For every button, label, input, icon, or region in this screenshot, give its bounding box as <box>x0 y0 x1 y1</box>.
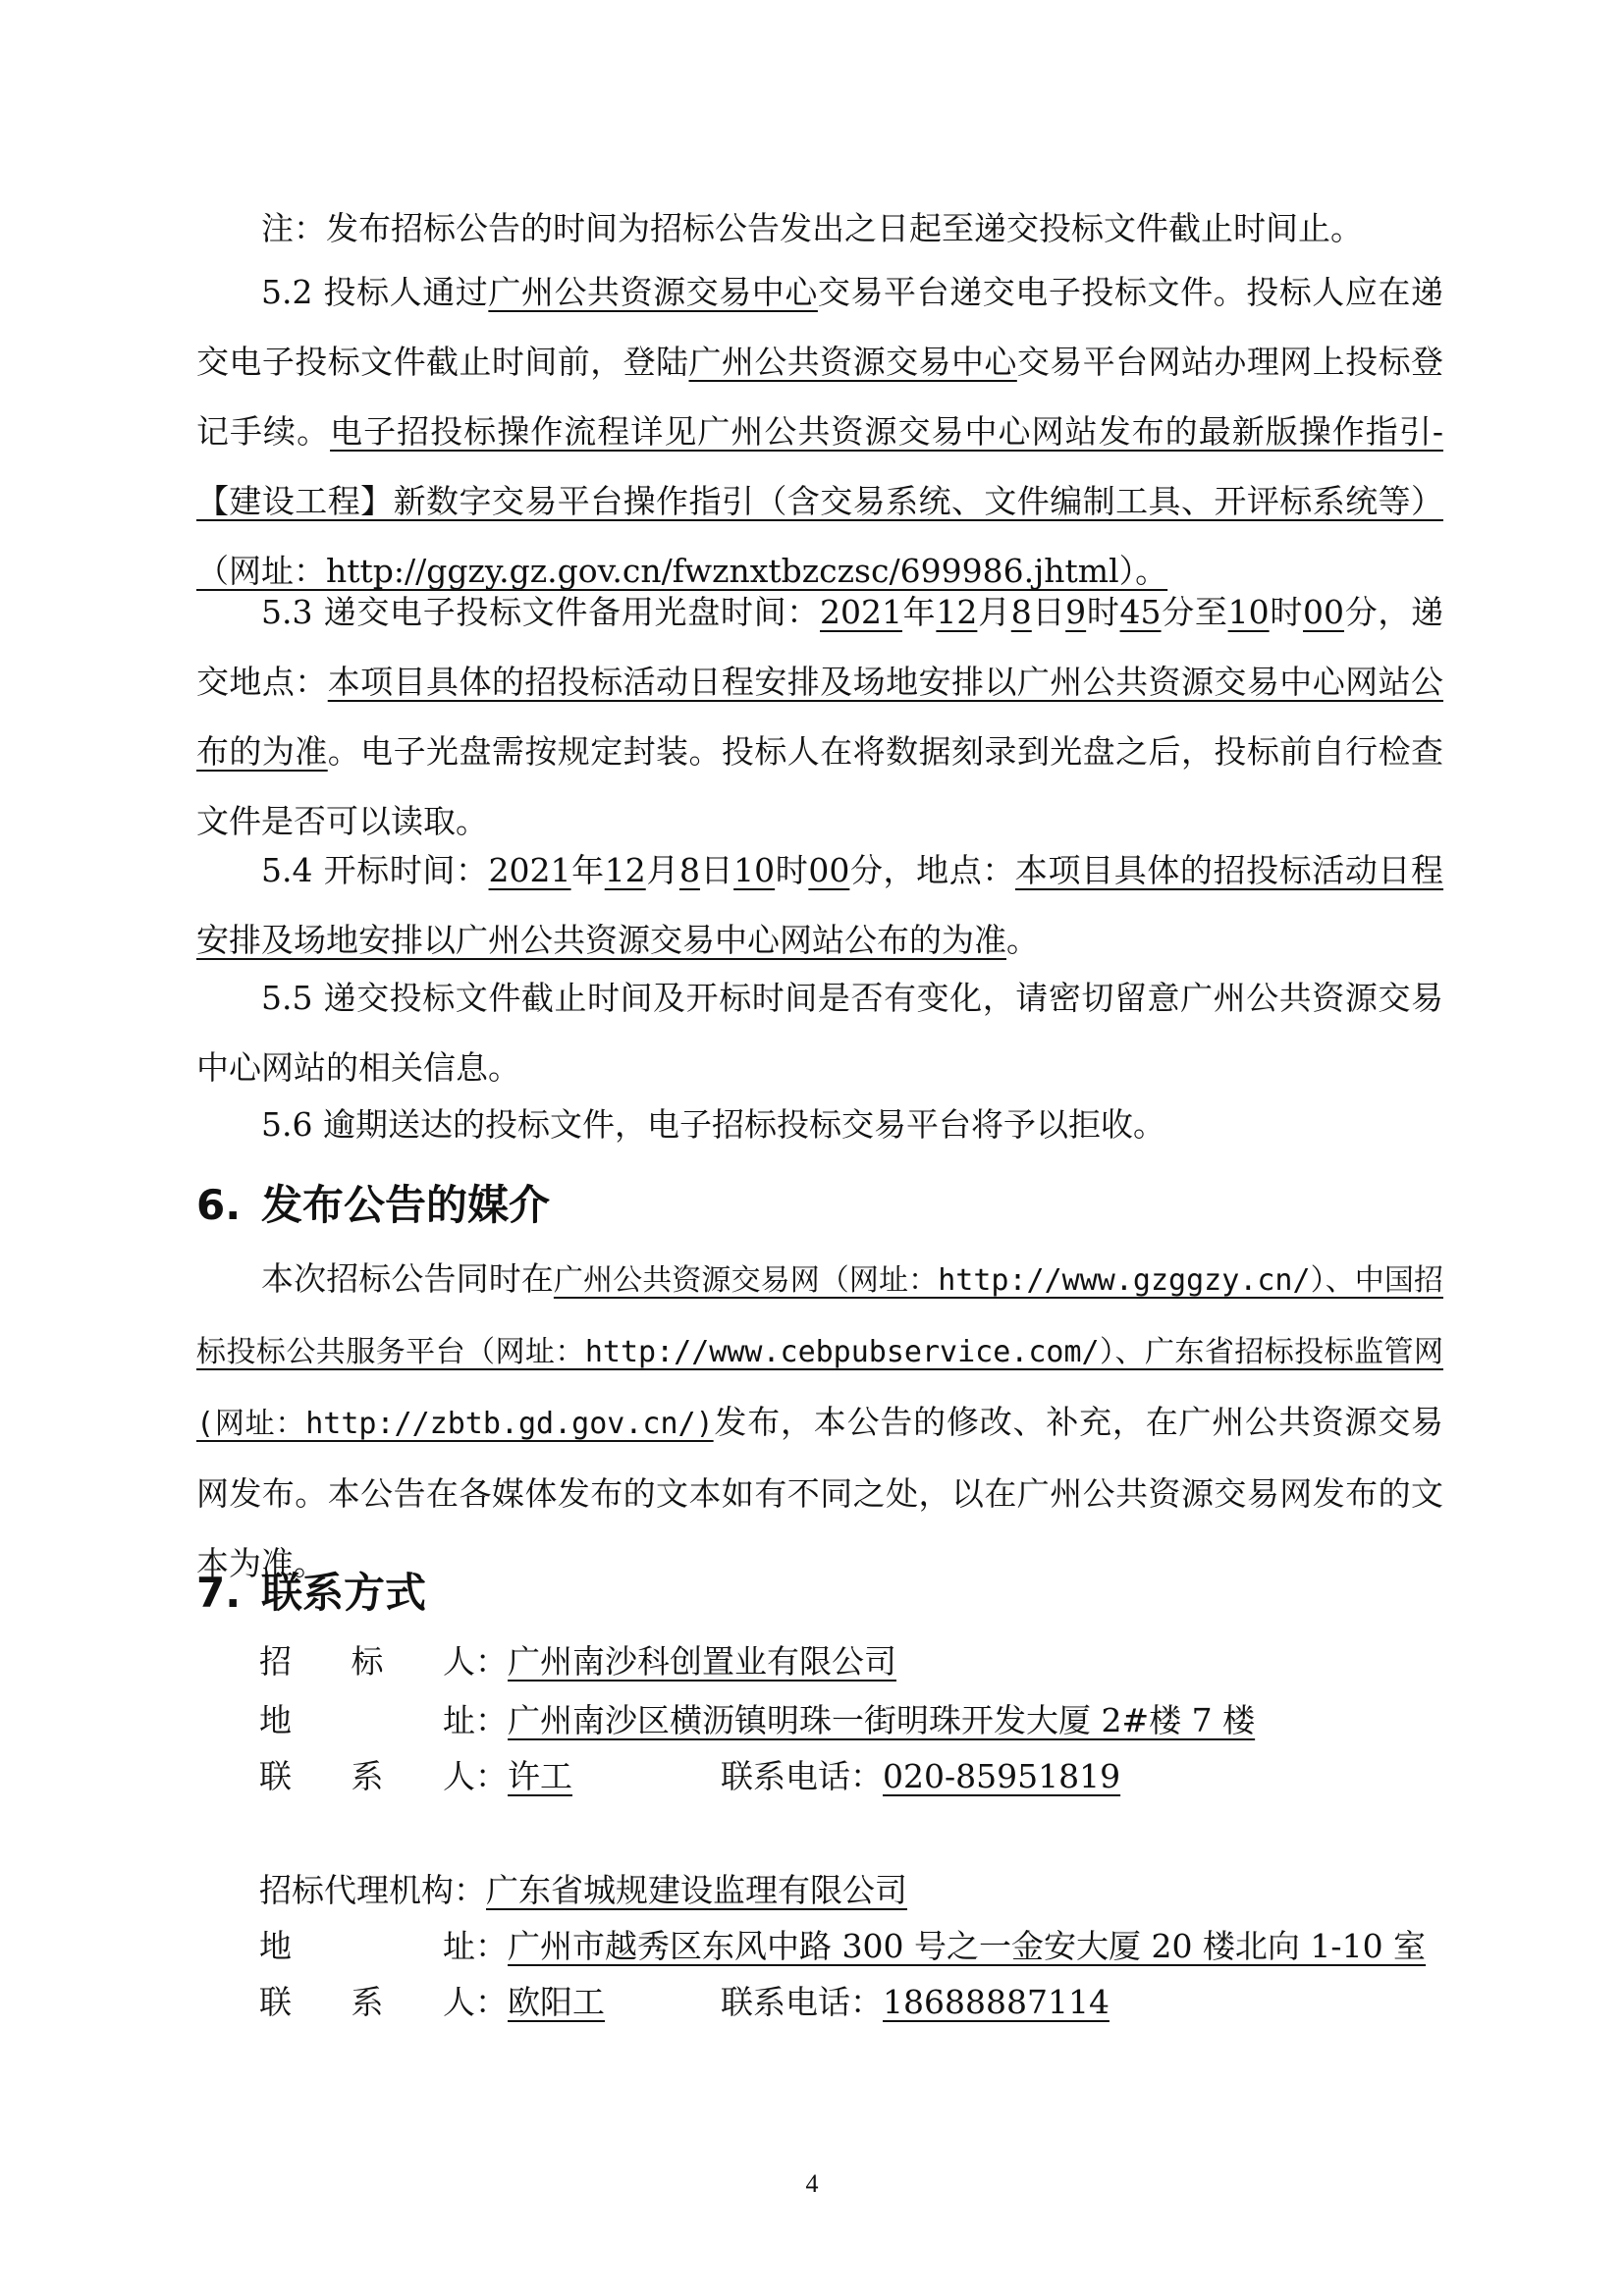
tenderer-label <box>259 1634 475 1689</box>
agency-contact-person: 欧阳工 <box>508 1983 605 2021</box>
contact-label <box>259 1975 475 2030</box>
month-value: 12 <box>936 593 978 631</box>
colon: ： <box>475 1983 508 2021</box>
minute-value: 45 <box>1119 593 1162 631</box>
text-span: 日 <box>699 851 734 889</box>
colon: ： <box>475 1757 508 1795</box>
text-span: 月 <box>977 593 1011 631</box>
location-value: 本项目具体的招投标活动日程安排及场地安排以广州公共资源交易中心网站公布的为准 <box>196 851 1444 959</box>
colon: ： <box>475 1701 508 1739</box>
minute-value: 00 <box>808 851 850 889</box>
tenderer-row <box>259 1634 896 1689</box>
label-char: 标 <box>351 1642 384 1681</box>
text-span: 年 <box>901 593 937 631</box>
text-span: 本次招标公告同时在 <box>261 1259 554 1298</box>
text-span: 5.4 开标时间： <box>261 851 489 889</box>
text-span: 。 <box>1006 921 1039 959</box>
paragraph-5-5 <box>196 963 1443 1102</box>
month-value: 12 <box>604 851 646 889</box>
agency-phone: 18688887114 <box>883 1983 1110 2021</box>
phone-label: 联系电话： <box>721 1757 883 1795</box>
agency-contact-row <box>259 1975 1110 2030</box>
page-number: 4 <box>805 2169 819 2198</box>
section-title: 发布公告的媒介 <box>261 1181 551 1229</box>
label-char: 地 <box>259 1701 292 1739</box>
agency-name: 广东省城规建设监理有限公司 <box>486 1871 907 1909</box>
paragraph-5-3 <box>196 577 1443 856</box>
text-span: 年 <box>570 851 605 889</box>
day-value: 8 <box>678 851 700 889</box>
agency-row <box>259 1863 907 1918</box>
text-span: 分，递交地点： <box>196 593 1444 701</box>
media-paragraph <box>196 1244 1443 1598</box>
paragraph-5-4 <box>196 835 1443 975</box>
label-char: 系 <box>351 1757 384 1795</box>
agency-address: 广州市越秀区东风中路 300 号之一金安大厦 20 楼北向 1-10 室 <box>508 1927 1427 1965</box>
label-char: 系 <box>351 1983 384 2021</box>
location-value: 本项目具体的招投标活动日程安排及场地安排以广州公共资源交易中心网站公布的为准 <box>196 663 1444 771</box>
agency-phone-group <box>721 1975 1110 2030</box>
underlined-text: 广州公共资源交易中心 <box>688 343 1017 381</box>
colon: ： <box>475 1642 508 1681</box>
note-text: 注：发布招标公告的时间为招标公告发出之日起至递交投标文件截止时间止。 <box>261 209 1363 247</box>
tenderer-address-row <box>259 1693 1255 1748</box>
phone-label: 联系电话： <box>721 1983 883 2021</box>
text-span: 发布，本公告的修改、补充，在广州公共资源交易网发布。本公告在各媒体发布的文本如有不同之处，以在广州公共资源交易网发布的文本为准。 <box>196 1403 1443 1582</box>
label-char: 人 <box>443 1983 475 2021</box>
label-char: 人 <box>443 1757 475 1795</box>
tenderer-address: 广州南沙区横沥镇明珠一街明珠开发大厦 2#楼 7 楼 <box>508 1701 1256 1739</box>
year-value: 2021 <box>820 593 902 631</box>
section-number: 6. <box>196 1181 242 1229</box>
section-heading-6 <box>196 1176 550 1235</box>
contact-label <box>259 1749 475 1804</box>
text-span: 5.5 递交投标文件截止时间及开标时间是否有变化，请密切留意广州公共资源交易中心网站的相关信息。 <box>196 979 1443 1087</box>
text-span: 时 <box>1269 593 1304 631</box>
text-span: 日 <box>1031 593 1066 631</box>
label-char: 地 <box>259 1927 292 1965</box>
tenderer-contact-row <box>259 1749 1121 1804</box>
text-span: 。电子光盘需按规定封装。投标人在将数据刻录到光盘之后，投标前自行检查文件是否可以读取。 <box>196 732 1444 840</box>
agency-label: 招标代理机构： <box>259 1871 486 1909</box>
operation-guide-link-text: 电子招投标操作流程详见广州公共资源交易中心网站发布的最新版操作指引-【建设工程】新数字交易平台操作指引（含交易系统、文件编制工具、开评标系统等）（网址：http://ggzy.gz.gov.cn/fwznxtbzczsc/699986.jhtml）。 <box>196 412 1443 590</box>
label-char: 联 <box>259 1983 292 2021</box>
text-span: 分至 <box>1161 593 1228 631</box>
text-span: 时 <box>1086 593 1120 631</box>
text-span: 交易平台网站办理网上投标登记手续。 <box>196 343 1444 451</box>
agency-address-row <box>259 1919 1426 1974</box>
note-paragraph <box>196 193 1443 263</box>
label-char: 人 <box>443 1642 475 1681</box>
label-char: 联 <box>259 1757 292 1795</box>
year-value: 2021 <box>488 851 571 889</box>
section-heading-7 <box>196 1564 426 1623</box>
minute-value: 00 <box>1303 593 1345 631</box>
tenderer-phone: 020-85951819 <box>883 1757 1121 1795</box>
text-span: 5.2 投标人通过 <box>261 273 489 311</box>
tenderer-phone-group <box>721 1749 1120 1804</box>
text-span: 时 <box>775 851 809 889</box>
label-char: 址 <box>443 1701 475 1739</box>
section-number: 7. <box>196 1569 242 1617</box>
label-char: 招 <box>259 1642 292 1681</box>
colon: ： <box>475 1927 508 1965</box>
media-websites-text: 广州公共资源交易网（网址：http://www.gzggzy.cn/）、中国招标投标公共服务平台（网址：http://www.cebpubservice.com/）、广东省招标投标监管网(网址：http://zbtb.gd.gov.cn/) <box>196 1263 1443 1441</box>
underlined-text: 广州公共资源交易中心 <box>488 273 818 311</box>
address-label <box>259 1693 475 1748</box>
text-span: 分，地点： <box>849 851 1015 889</box>
day-value: 8 <box>1010 593 1032 631</box>
hour-value: 10 <box>733 851 776 889</box>
hour-value: 9 <box>1065 593 1087 631</box>
paragraph-5-2 <box>196 257 1443 606</box>
text-span: 5.3 递交电子投标文件备用光盘时间： <box>261 593 820 631</box>
tenderer-contact-person: 许工 <box>508 1757 572 1795</box>
paragraph-5-6 <box>196 1090 1443 1159</box>
text-span: 交易平台递交电子投标文件。投标人应在递交电子投标文件截止时间前，登陆 <box>196 273 1443 381</box>
label-char: 址 <box>443 1927 475 1965</box>
address-label <box>259 1919 475 1974</box>
tenderer-name: 广州南沙科创置业有限公司 <box>508 1642 896 1681</box>
text-span: 5.6 逾期送达的投标文件，电子招标投标交易平台将予以拒收。 <box>261 1105 1165 1144</box>
hour-value: 10 <box>1227 593 1270 631</box>
section-title: 联系方式 <box>261 1569 427 1617</box>
text-span: 月 <box>645 851 679 889</box>
